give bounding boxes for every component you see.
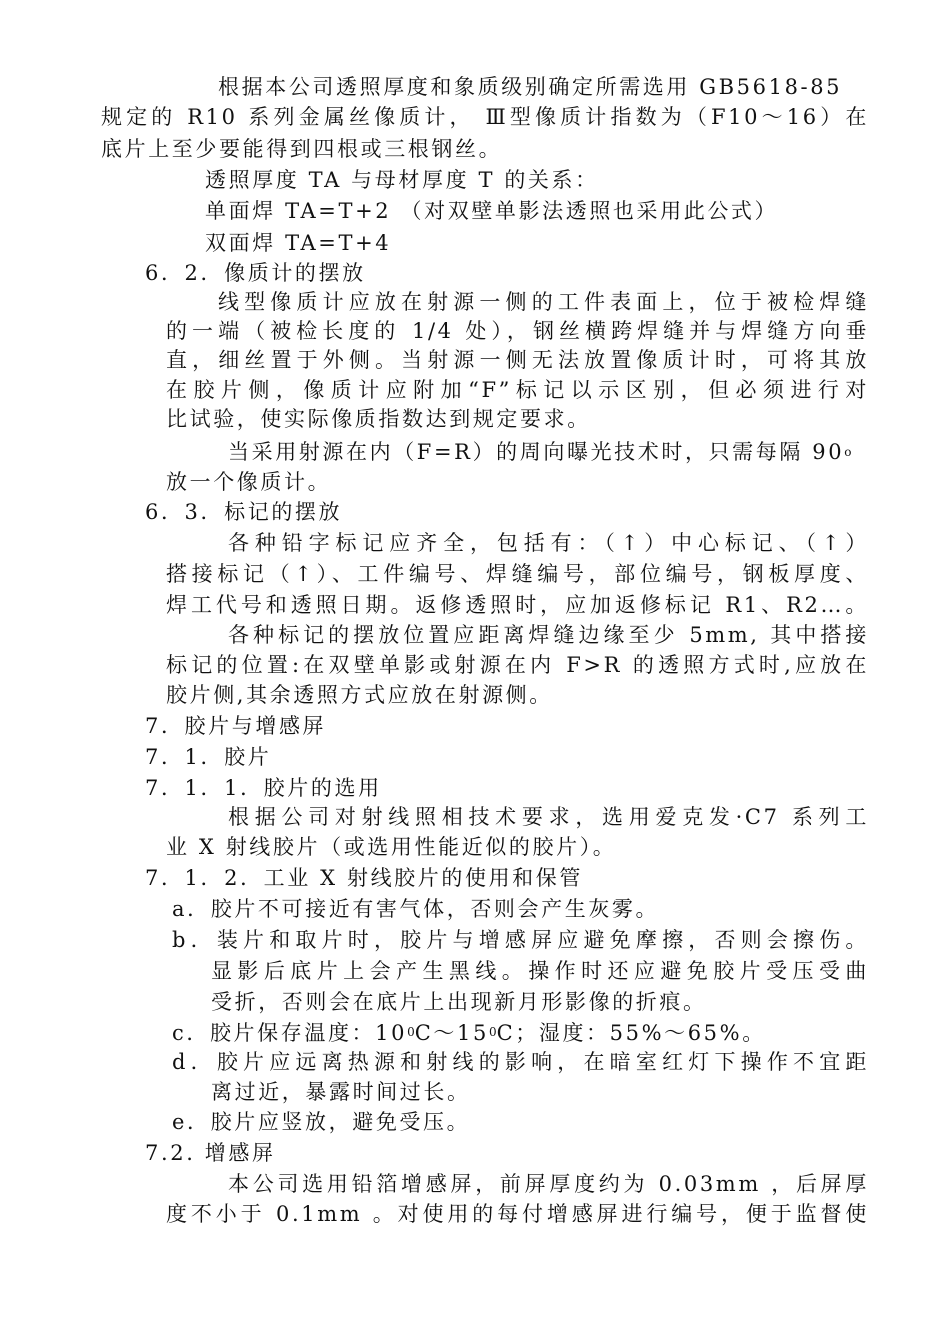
paragraph-line: 线型像质计应放在射源一侧的工件表面上，位于被检焊缝 — [218, 290, 869, 314]
paragraph-line: 标记的位置:在双壁单影或射源在内 F>R 的透照方式时,应放在 — [166, 653, 869, 677]
paragraph-line: 业 X 射线胶片（或选用性能近似的胶片）。 — [166, 835, 617, 859]
paragraph-line: 本公司选用铅箔增感屏，前屏厚度约为 0.03mm ，后屏厚 — [228, 1172, 869, 1196]
list-item-b-continued: 受折，否则会在底片上出现新月形影像的折痕。 — [211, 990, 707, 1014]
paragraph-line: 在胶片侧，像质计应附加“F”标记以示区别，但必须进行对 — [166, 378, 869, 402]
list-item-d-continued: 离过近，暴露时间过长。 — [211, 1080, 471, 1104]
formula-intro: 透照厚度 TA 与母材厚度 T 的关系： — [205, 168, 599, 192]
list-item-b: b．装片和取片时，胶片与增感屏应避免摩擦，否则会擦伤。 — [172, 928, 869, 952]
paragraph-line: 焊工代号和透照日期。返修透照时，应加返修标记 R1、R2…。 — [166, 593, 869, 617]
list-item-c: c．胶片保存温度：100C～150C；湿度：55%～65%。 — [172, 1021, 766, 1045]
list-item-b-continued: 显影后底片上会产生黑线。操作时还应避免胶片受压受曲 — [211, 959, 869, 983]
section-heading-7-1: 7．1．胶片 — [145, 745, 272, 769]
paragraph-line: 直，细丝置于外侧。当射源一侧无法放置像质计时，可将其放 — [166, 348, 869, 372]
paragraph-line: 度不小于 0.1mm 。对使用的每付增感屏进行编号，便于监督使 — [166, 1202, 869, 1226]
paragraph-line: 比试验，使实际像质指数达到规定要求。 — [166, 407, 591, 431]
section-heading-7-1-1: 7．1．1．胶片的选用 — [145, 776, 382, 800]
paragraph-line: 胶片侧,其余透照方式应放在射源侧。 — [166, 683, 553, 707]
paragraph-line: 的一端（被检长度的 1/4 处），钢丝横跨焊缝并与焊缝方向垂 — [166, 319, 869, 343]
paragraph-line: 各种铅字标记应齐全，包括有：（↑）中心标记、（↑） — [228, 531, 869, 555]
paragraph-line: 根据公司对射线照相技术要求，选用爱克发·C7 系列工 — [228, 805, 869, 829]
formula-single-side: 单面焊 TA=T+2 （对双壁单影法透照也采用此公式） — [205, 199, 779, 223]
list-item-a: a．胶片不可接近有害气体，否则会产生灰雾。 — [172, 897, 660, 921]
paragraph-line: 搭接标记（↑）、工件编号、焊缝编号，部位编号，钢板厚度、 — [166, 562, 869, 586]
list-item-e: e．胶片应竖放，避免受压。 — [172, 1110, 471, 1134]
section-heading-6-3: 6．3．标记的摆放 — [145, 500, 343, 524]
paragraph-line: 各种标记的摆放位置应距离焊缝边缘至少 5mm, 其中搭接 — [228, 623, 869, 647]
section-heading-7-1-2: 7．1．2．工业 X 射线胶片的使用和保管 — [145, 866, 583, 890]
section-heading-6-2: 6．2．像质计的摆放 — [145, 261, 366, 285]
section-heading-7: 7．胶片与增感屏 — [145, 714, 327, 738]
section-heading-7-2: 7.2. 增感屏 — [145, 1141, 276, 1165]
paragraph-line: 放一个像质计。 — [166, 470, 332, 494]
paragraph-line: 根据本公司透照厚度和象质级别确定所需选用 GB5618-85 — [218, 75, 843, 99]
paragraph-line: 底片上至少要能得到四根或三根钢丝。 — [101, 137, 503, 161]
paragraph-line: 规定的 R10 系列金属丝像质计， Ⅲ型像质计指数为（F10～16）在 — [101, 105, 869, 129]
paragraph-line: 当采用射源在内（F=R）的周向曝光技术时，只需每隔 90o — [228, 440, 852, 464]
list-item-d: d．胶片应远离热源和射线的影响，在暗室红灯下操作不宜距 — [172, 1050, 869, 1074]
formula-double-side: 双面焊 TA=T+4 — [205, 231, 392, 255]
